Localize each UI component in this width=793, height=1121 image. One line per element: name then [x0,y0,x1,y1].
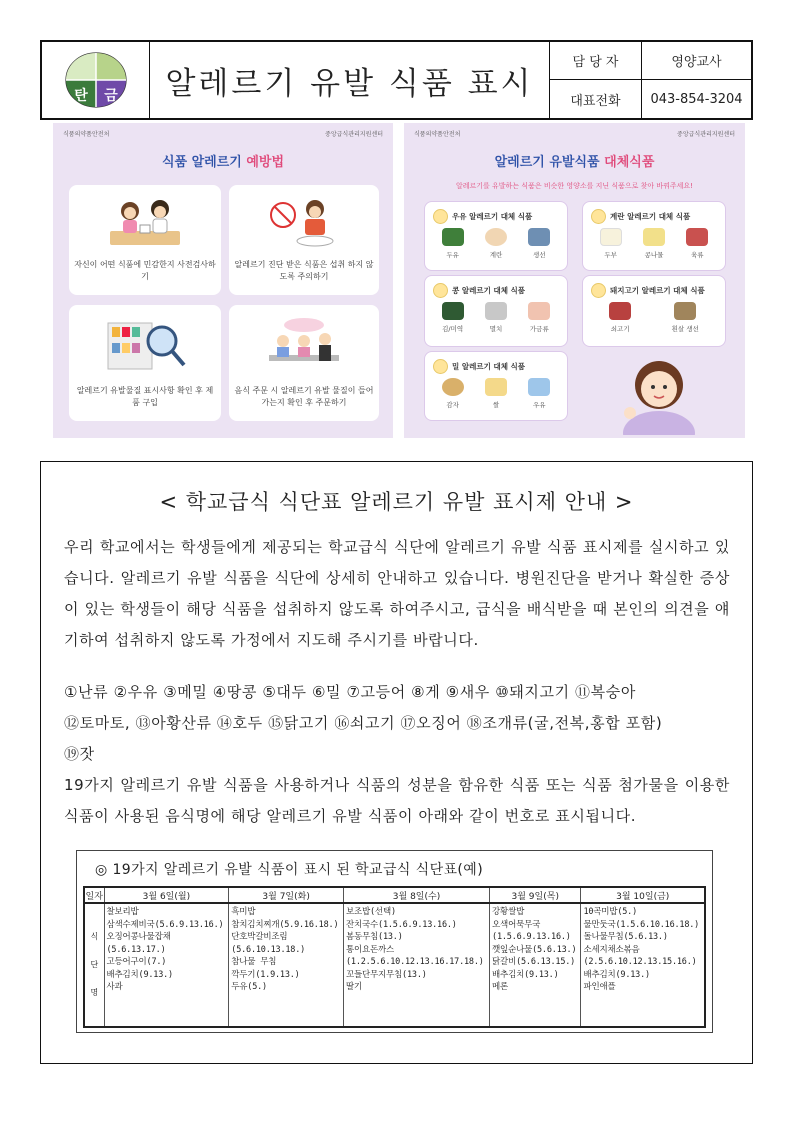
poster-org-left: 식품의약품안전처 [63,131,110,138]
poultry-icon [528,302,550,320]
kids-test-icon [100,195,190,253]
poster-heading: 알레르기 유발식품 대체식품 [494,155,655,170]
menu-day-cell [490,903,581,1027]
menu-day-cell [343,903,489,1027]
header-table [40,40,753,120]
person-label: 담 당 자 [550,42,642,80]
contact-info [550,42,751,118]
date-header: 일자 [84,887,104,903]
pork-icon [591,283,606,298]
school-logo [42,42,150,118]
menu-item: 깻잎순나물(5.6.13.) [492,944,577,955]
logo-char-right: 금 [103,88,118,104]
menu-item: 참나물 무침 [231,957,277,967]
phone-value: 043-854-3204 [650,91,743,107]
bean-sprout-icon [643,228,665,246]
day-header: 3월 10일(금) [581,887,705,903]
poster-allergy-prevention [53,123,393,438]
anchovy-icon [485,302,507,320]
menu-item: 찰보리밥 [106,907,139,917]
prevention-caption: 알레르기 유발물질 표시사항 확인 후 제품 구입 [76,386,214,407]
menu-item: 오색어묵무국 [492,919,541,930]
substitute-group: 돼지고기 알레르기 대체 식품 쇠고기 흰살 생선 [582,275,726,347]
day-header: 3월 9일(목) [490,887,581,903]
poster-org-right: 중앙급식관리지원센터 [325,131,383,138]
allergen-line: ⑫토마토, ⑬아황산류 ⑭호두 ⑮닭고기 ⑯쇠고기 ⑰오징어 ⑱조개류(굴,전복,홍합 포함) [64,714,663,732]
avoid-food-icon [259,195,349,253]
poster-org-left: 식품의약품안전처 [414,131,461,138]
poster-substitute-foods [404,123,745,438]
phone-label: 대표전화 [550,80,642,118]
prevention-card [69,185,221,295]
label-check-icon [100,315,190,375]
person-value: 영양교사 [642,42,751,80]
fish-icon [528,228,550,246]
poster-heading: 식품 알레르기 예방법 [161,155,285,170]
menu-item: 10곡미밥(5.) [583,907,637,917]
seaweed-icon [442,302,464,320]
prevention-caption: 알레르기 진단 받은 식품은 섭취 하지 않도록 주의하기 [234,260,374,281]
menu-item: 배추김치(9.13.) [106,969,173,980]
menu-item: 잔치국수(1.5.6.9.13.16.) [345,919,457,930]
menu-item: 딸기 [345,982,363,992]
notice-paragraph: 우리 학교에서는 학생들에게 제공되는 학교급식 식단에 알레르기 유발 식품 표시제를 실시하고 있습니다. 알레르기 유발 식품을 식단에 상세히 안내하고 있습니다. 병원진단을 받거나 확실한 증상이 있는 학생들이 해당 식품을 섭취하지 않도록 하여주시고, 급식을 배식받을 때 본인의 의견을 얘기하여 섭취하지 않도록 가정에서 지도해 주시기를 바랍니다. [64,538,730,649]
allergen-line: ⑲잣 [64,745,95,763]
menu-item: 두유(5.) [231,982,267,992]
menu-item: 오징어콩나물잡채 [106,932,171,942]
menu-item: 소세지채소볶음 [583,944,640,955]
notice-title: < 학교급식 식단표 알레르기 유발 표시제 안내 > [159,490,634,514]
prevention-card [229,185,379,295]
menu-item: 배추김치(9.13.) [492,969,559,980]
poster-org-right: 중앙급식관리지원센터 [677,131,735,138]
day-header: 3월 6일(월) [104,887,229,903]
beef-icon [609,302,631,320]
substitute-group: 우유 알레르기 대체 식품 두유 계란 생선 [424,201,568,271]
menu-item: 봄동무침(13.) [345,932,403,942]
wheat-icon [433,359,448,374]
poster-subtitle: 알레르기를 유발하는 식품은 비슷한 영양소를 지닌 식품으로 찾아 바꿔주세요! [456,182,693,190]
menu-item: 닭갈비(5.6.13.15.) [492,957,576,967]
menu-day-cell [229,903,344,1027]
egg-icon [485,228,507,246]
notice-paragraph: 19가지 알레르기 유발 식품을 사용하거나 식품의 성분을 함유한 식품 또는 식품 첨가물을 이용한 식품이 사용된 음식명에 해당 알레르기 유발 식품이 아래와 같이 번호로 표시됩니다. [64,776,730,825]
prevention-caption: 자신이 어떤 식품에 민감한지 사전검사하기 [74,260,216,281]
menu-item: 깍두기(1.9.13.) [231,969,300,980]
school-logo-icon [61,49,131,111]
menu-item: 보조밥(선택) [345,907,396,917]
prevention-caption: 음식 주문 시 알레르기 유발 물질이 들어가는지 확인 후 주문하기 [234,386,374,407]
day-header: 3월 8일(수) [343,887,489,903]
menu-item: 물만둣국(1.5.6.10.16.18.) [583,919,700,930]
menu-item: 고등어구이(7.) [106,957,167,967]
day-header: 3월 7일(화) [229,887,344,903]
menu-item: 파인애플 [583,982,616,992]
menu-item: (1.5.6.9.13.16.) [492,932,571,942]
menu-item: (5.6.13.17.) [106,944,166,955]
menu-table [83,886,706,1028]
menu-item: (1.2.5.6.10.12.13.16.17.18.) [345,957,484,967]
menu-item: 메론 [492,982,509,992]
meat-icon [686,228,708,246]
milk-icon [433,209,448,224]
prevention-card [69,305,221,421]
restaurant-order-icon [259,315,349,375]
rice-icon [485,378,507,396]
menu-item: 강황쌀밥 [492,907,525,917]
menu-item: 배추김치(9.13.) [583,969,650,980]
menu-item: 사과 [106,982,123,992]
menu-item: 돌나물무침(5.6.13.) [583,932,668,942]
soymilk-icon [442,228,464,246]
logo-char-left: 탄 [73,88,88,104]
nutritionist-character-icon [614,351,704,435]
substitute-group: 밀 알레르기 대체 식품 감자 쌀 우유 [424,351,568,421]
menu-caption: ◎ 19가지 알레르기 유발 식품이 표시 된 학교급식 식단표(예) [95,862,484,878]
white-fish-icon [674,302,696,320]
egg-icon [591,209,606,224]
substitute-group: 콩 알레르기 대체 식품 김/미역 멸치 가금류 [424,275,568,347]
menu-day-cell [104,903,229,1027]
menu-item: (2.5.6.10.12.13.15.16.) [583,957,697,967]
menu-item: 통이요돈까스 [345,944,395,955]
bean-icon [433,283,448,298]
menu-item: 참치김치찌개(5.9.16.18.) [231,919,339,930]
substitute-group: 계란 알레르기 대체 식품 두부 콩나물 육류 [582,201,726,271]
tofu-icon [600,228,622,246]
menu-item: (5.6.10.13.18.) [231,944,306,955]
allergen-line: ①난류 ②우유 ③메밀 ④땅콩 ⑤대두 ⑥밀 ⑦고등어 ⑧게 ⑨새우 ⑩돼지고기 ⑪복숭아 [64,683,636,701]
prevention-card [229,305,379,421]
milk-carton-icon [528,378,550,396]
menu-item: 흑미밥 [231,907,256,917]
menu-day-cell [581,903,705,1027]
allergen-list [64,677,730,832]
potato-icon [442,378,464,396]
page-title: 알레르기 유발 식품 표시 [150,42,550,118]
menu-item: 단호박갈비조림 [231,932,288,942]
menu-item: 꼬들단무지무침(13.) [345,969,427,980]
menu-row-label: 식 단 명 [84,903,104,1027]
menu-item: 삼색수제비국(5.6.9.13.16.) [106,919,224,930]
menu-example [76,850,713,1033]
